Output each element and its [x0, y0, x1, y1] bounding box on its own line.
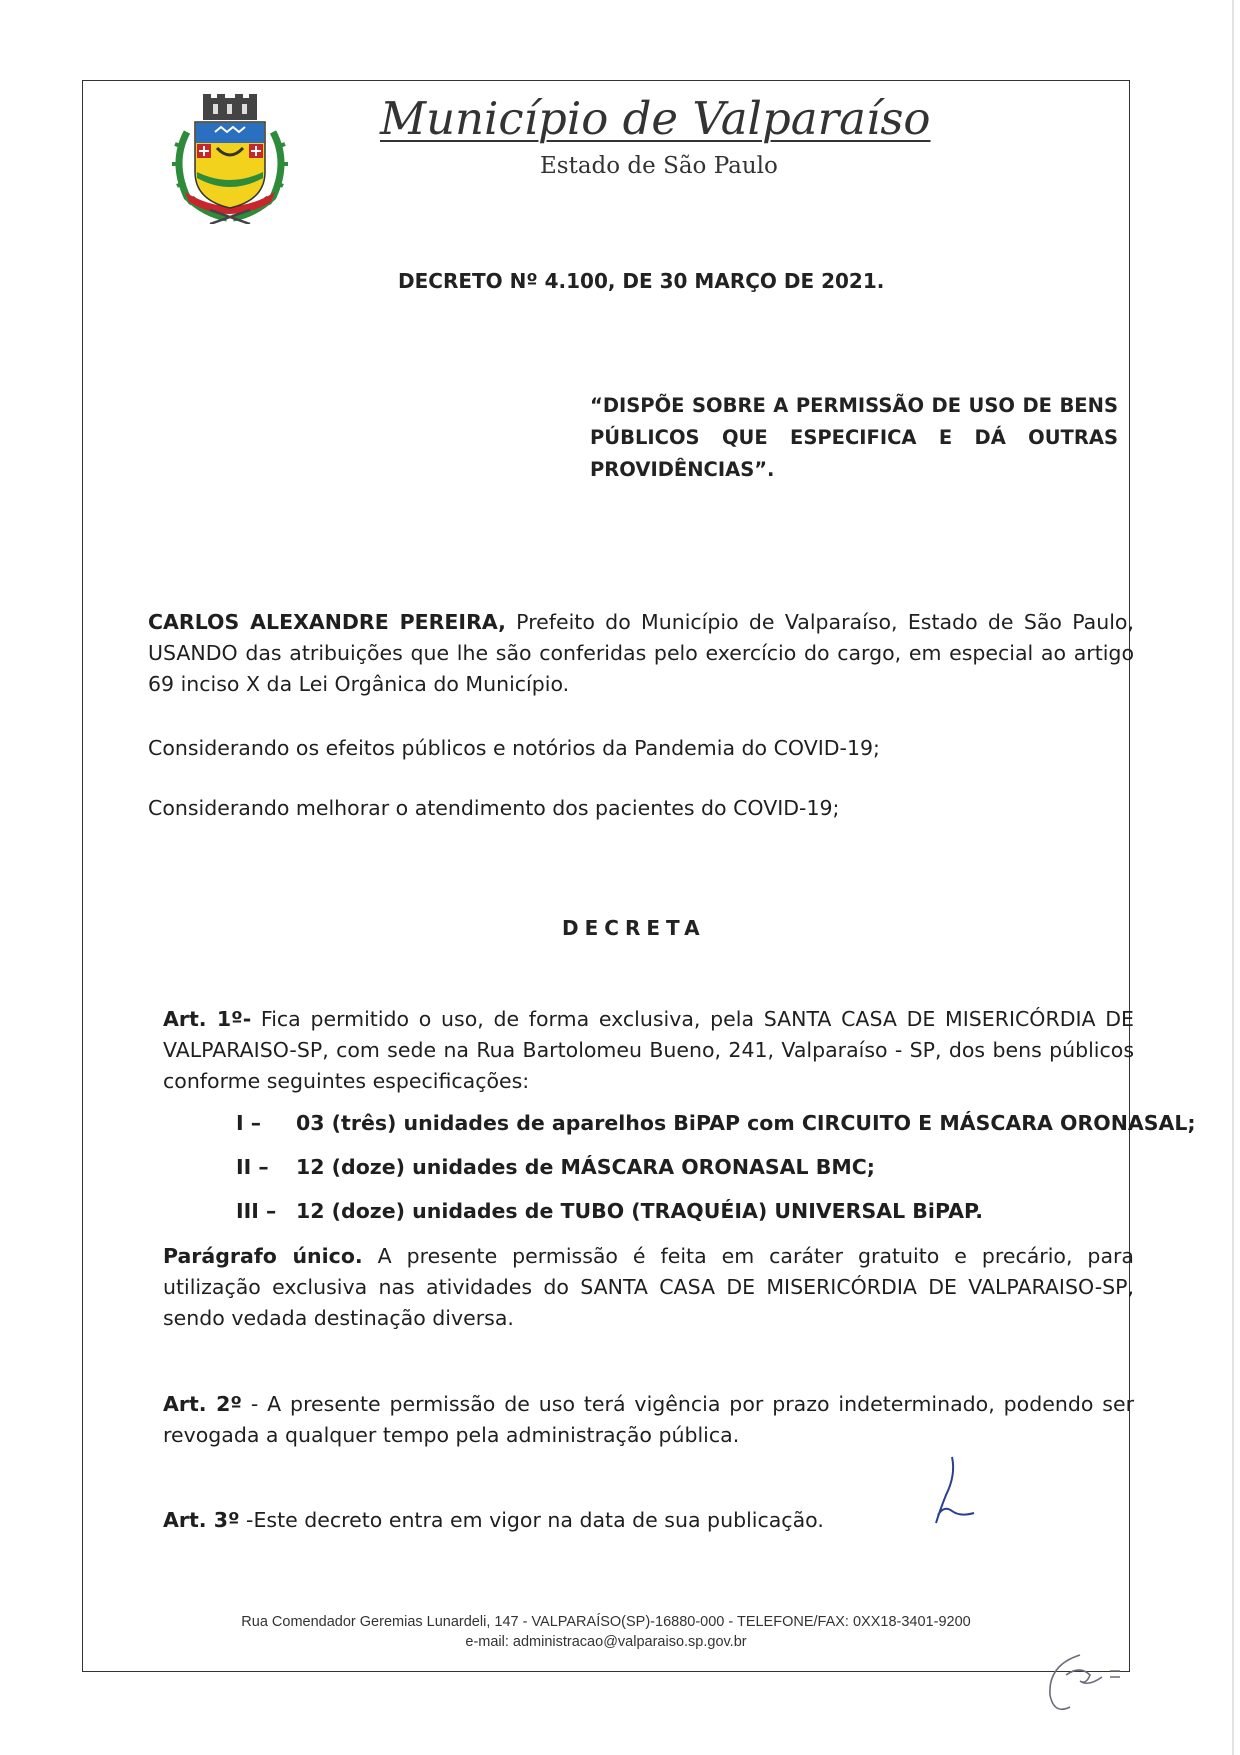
- article-1: [163, 1004, 1134, 1097]
- sole-paragraph-label: Parágrafo único.: [163, 1244, 363, 1268]
- municipality-title: Município de Valparaíso: [380, 92, 931, 145]
- consideration-2: Considerando melhorar o atendimento dos pacientes do COVID-19;: [148, 796, 840, 820]
- item-text: 12 (doze) unidades de MÁSCARA ORONASAL BMC;: [296, 1155, 875, 1179]
- preamble: [148, 607, 1134, 700]
- list-item: [236, 1111, 1196, 1135]
- decree-title: DECRETO Nº 4.100, DE 30 MARÇO DE 2021.: [398, 269, 885, 293]
- article-2-text: - A presente permissão de uso terá vigência por prazo indeterminado, podendo ser revogada a qualquer tempo pela administração pública.: [163, 1392, 1134, 1447]
- article-3-text: -Este decreto entra em vigor na data de sua publicação.: [239, 1508, 824, 1532]
- item-number: I –: [236, 1111, 262, 1135]
- article-2-label: Art. 2º: [163, 1392, 242, 1416]
- municipal-crest-icon: [165, 92, 295, 224]
- sole-paragraph: [163, 1241, 1134, 1334]
- item-text: 12 (doze) unidades de TUBO (TRAQUÉIA) UNIVERSAL BiPAP.: [296, 1199, 984, 1223]
- decreta-heading: DECRETA: [562, 916, 706, 940]
- page-edge: [1232, 0, 1234, 1755]
- article-2: [163, 1389, 1134, 1451]
- item-number: II –: [236, 1155, 269, 1179]
- footer-email: e-mail: administracao@valparaiso.sp.gov.br: [465, 1634, 747, 1650]
- state-subtitle: Estado de São Paulo: [540, 153, 778, 179]
- list-item: [236, 1199, 983, 1223]
- initial-signature-icon: [1040, 1635, 1130, 1730]
- list-item: [236, 1155, 875, 1179]
- article-3-label: Art. 3º: [163, 1508, 240, 1532]
- consideration-1: Considerando os efeitos públicos e notórios da Pandemia do COVID-19;: [148, 736, 880, 760]
- item-number: III –: [236, 1199, 277, 1223]
- sole-paragraph-text: A presente permissão é feita em caráter gratuito e precário, para utilização exclusiva nas atividades do SANTA CASA DE MISERICÓRDIA DE VALPARAISO-SP, sendo vedada destinação diversa.: [163, 1244, 1134, 1330]
- item-text: 03 (três) unidades de aparelhos BiPAP com CIRCUITO E MÁSCARA ORONASAL;: [296, 1111, 1196, 1135]
- article-3: [163, 1505, 1134, 1536]
- decree-ementa: “DISPÕE SOBRE A PERMISSÃO DE USO DE BENS PÚBLICOS QUE ESPECIFICA E DÁ OUTRAS PROVIDÊNCIAS”.: [590, 394, 1118, 481]
- article-1-label: Art. 1º-: [163, 1007, 252, 1031]
- article-1-text: Fica permitido o uso, de forma exclusiva, pela SANTA CASA DE MISERICÓRDIA DE VALPARAISO-SP, com sede na Rua Bartolomeu Bueno, 241, Valparaíso - SP, dos bens públicos conforme seguintes especificações:: [163, 1007, 1134, 1093]
- preamble-text: Prefeito do Município de Valparaíso, Estado de São Paulo, USANDO das atribuições que lhe são conferidas pelo exercício do cargo, em especial ao artigo 69 inciso X da Lei Orgânica do Município.: [148, 610, 1134, 696]
- initial-signature-icon: [930, 1455, 980, 1525]
- footer-address: Rua Comendador Geremias Lunardeli, 147 - VALPARAÍSO(SP)-16880-000 - TELEFONE/FAX: 0XX18-3401-9200: [241, 1614, 971, 1630]
- mayor-name: CARLOS ALEXANDRE PEREIRA,: [148, 610, 506, 634]
